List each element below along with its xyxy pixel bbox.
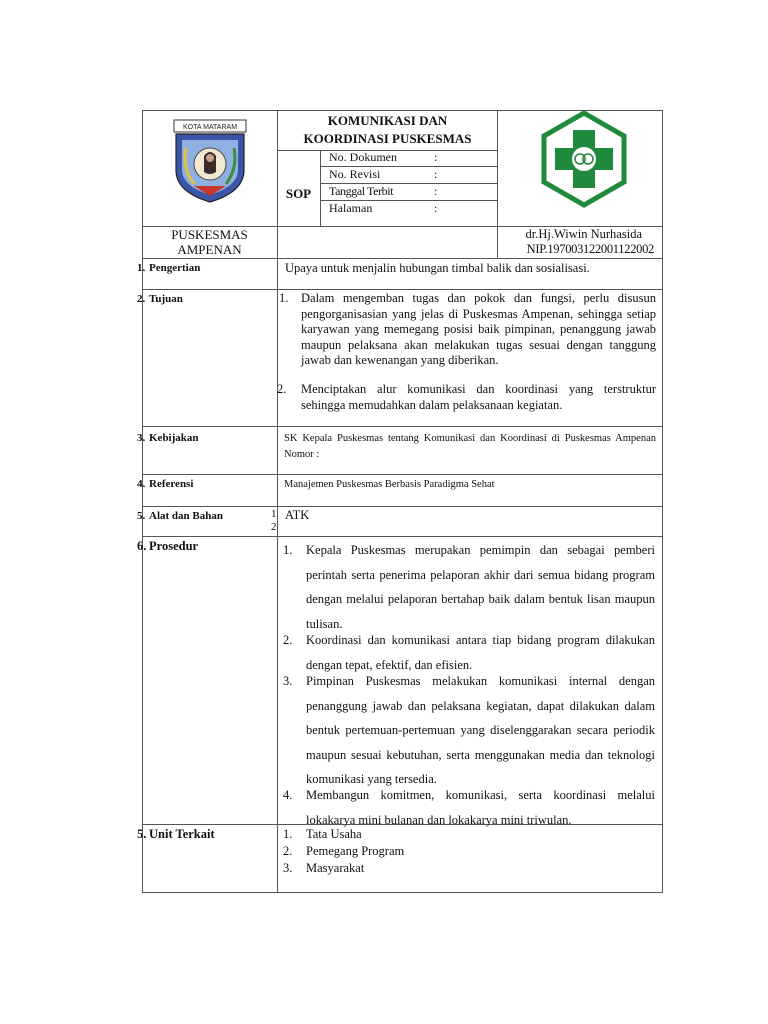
section-number: 4. [137,478,146,490]
section-label-tujuan: Tujuan [149,293,183,305]
list-number: 2. [283,844,293,858]
section-label-kebijakan: Kebijakan [149,432,199,444]
doc-row-sep: : [434,184,438,198]
section-label-referensi: Referensi [149,478,194,490]
section-label-pengertian: Pengertian [149,262,201,274]
doc-row-label: No. Revisi [329,167,381,181]
list-text: Masyarakat [306,861,365,875]
list-number: 1. [283,827,293,841]
list-text: Membangun komitmen, komunikasi, serta koordinasi melalui lokakarya mini bulanan dan lokakarya mini triwulan. [306,788,655,827]
org-name-line-2: AMPENAN [177,242,242,257]
signer-nip: NIP.197003122001122002 [526,242,654,256]
list-marker: 1 [271,508,277,520]
alat-text: ATK [285,508,310,522]
list-text: Kepala Puskesmas merupakan pemimpin dan sebagai pemberi perintah serta penerima pelaporan akhir dari semua bidang program dengan melalui pelaporan bertahap baik dalam bentuk lisan maupun tulisan. [306,543,655,631]
list-text: Dalam mengemban tugas dan pokok dan fungsi, perlu disusun pengorganisasian yang jelas di Puskesmas Ampenan, sehingga setiap karyawan yang memegang posisi baik pimpinan, penanggung jawab maupun pelaksana akan melakukan tugas sesuai dengan tanggung jawab dan kewenangan yang diberikan. [301,291,656,367]
org-name-line-1: PUSKESMAS [171,227,248,242]
list-text: Menciptakan alur komunikasi dan koordinasi yang terstruktur sehingga memudahkan dalam pelaksanaan kegiatan. [301,382,656,412]
kota-mataram-emblem [168,118,252,204]
section-number: 1. [137,262,146,274]
list-text: Tata Usaha [306,827,362,841]
section-number: 3. [137,432,146,444]
list-number: 2. [283,633,293,647]
list-text: Pimpinan Puskesmas melakukan komunikasi internal dengan penanggung jawab dan pelaksana kegiatan, dapat dilakukan dalam bentuk pertemuan-pertemuan yang diselenggarakan secara periodik maupun sesuai kebutuhan, serta menggunakan media dan teknologi komunikasi yang tersedia. [306,674,655,787]
doc-row-sep: : [434,201,438,215]
section-label-alat: Alat dan Bahan [149,510,223,522]
prosedur-list [277,538,657,827]
list-number: 1. [283,543,293,557]
list-number: 3. [283,674,293,688]
list-number: 3. [283,861,293,875]
list-text: Pemegang Program [306,844,405,858]
kebijakan-text: SK Kepala Puskesmas tentang Komunikasi dan Koordinasi di Puskesmas Ampenan Nomor : [284,433,656,460]
list-number: 4. [283,788,293,802]
logo-caption: KOTA MATARAM [182,124,238,131]
sop-label: SOP [285,186,312,201]
referensi-text: Manajemen Puskesmas Berbasis Paradigma Sehat [284,479,495,490]
list-number: 1. [279,291,289,305]
doc-row-label: Halaman [329,201,373,215]
signer-name: dr.Hj.Wiwin Nurhasida [525,227,642,241]
section-number: 6. [137,539,147,553]
list-number: 2. [277,382,287,396]
section-number: 5. [137,510,146,522]
section-label-prosedur: Prosedur [149,539,199,553]
section-number: 2. [137,293,146,305]
puskesmas-logo [538,110,630,208]
tujuan-list [277,291,657,421]
doc-row-label: No. Dokumen [329,150,397,164]
doc-row-sep: : [434,167,438,181]
document-title-line-2: KOORDINASI PUSKESMAS [303,131,472,146]
unit-list [277,826,657,886]
list-marker: 2 [271,521,277,533]
section-label-unit: Unit Terkait [149,827,215,841]
doc-row-label: Tanggal Terbit [329,184,394,198]
pengertian-text: Upaya untuk menjalin hubungan timbal balik dan sosialisasi. [285,261,590,275]
section-number: 5. [137,827,147,841]
document-title-line-1: KOMUNIKASI DAN [327,113,448,128]
doc-row-sep: : [434,150,438,164]
list-text: Koordinasi dan komunikasi antara tiap bidang program dilakukan dengan tepat, efektif, dan efisien. [306,633,655,672]
